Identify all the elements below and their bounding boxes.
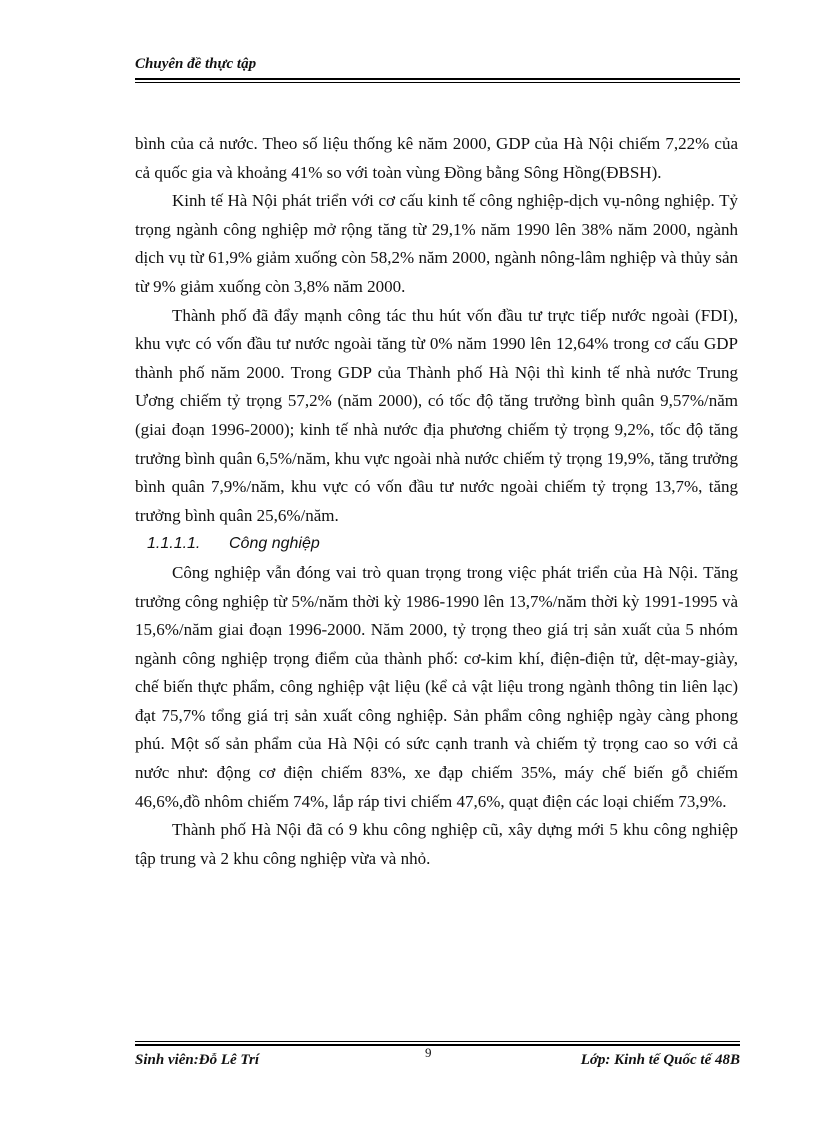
paragraph-5: Thành phố Hà Nội đã có 9 khu công nghiệp cũ, xây dựng mới 5 khu công nghiệp tập trung và 2 khu công nghiệp vừa và nhỏ. bbox=[135, 820, 738, 868]
header-title: Chuyên đề thực tập bbox=[135, 56, 257, 72]
footer-rule bbox=[135, 1044, 740, 1046]
header-rule-thin bbox=[135, 82, 740, 83]
paragraph-1: bình của cả nước. Theo số liệu thống kê năm 2000, GDP của Hà Nội chiếm 7,22% của cả quốc gia và khoảng 41% so với toàn vùng Đồng bằng Sông Hồng(ĐBSH). bbox=[135, 134, 738, 182]
footer-rule-thin bbox=[135, 1041, 740, 1042]
paragraph-4: Công nghiệp vẫn đóng vai trò quan trọng trong việc phát triển của Hà Nội. Tăng trưởng công nghiệp từ 5%/năm thời kỳ 1986-1990 lên 13,7%/năm thời kỳ 1991-1995 và 15,6%/năm giai đoạn 1996-2000. Năm 2000, tỷ trọng theo giá trị sản xuất của 5 nhóm ngành công nghiệp trọng điểm của thành phố: cơ-kim khí, điện-điện tử, dệt-may-giày, chế biến thực phẩm, công nghiệp vật liệu (kể cả vật liệu trong ngành thông tin liên lạc) đạt 75,7% tổng giá trị sản xuất công nghiệp. Sản phẩm công nghiệp ngày càng phong phú. Một số sản phẩm của Hà Nội có sức cạnh tranh và chiếm tỷ trọng cao so với cả nước như: động cơ điện chiếm 83%, xe đạp chiếm 35%, máy chế biến gỗ chiếm 46,6%,đồ nhôm chiếm 74%, lắp ráp tivi chiếm 47,6%, quạt điện các loại chiếm 73,9%. bbox=[135, 562, 738, 811]
footer-student: Sinh viên:Đỗ Lê Trí bbox=[135, 1052, 260, 1068]
paragraph-2: Kinh tế Hà Nội phát triển với cơ cấu kinh tế công nghiệp-dịch vụ-nông nghiệp. Tỷ trọng ngành công nghiệp mở rộng tăng từ 29,1% năm 1990 lên 38% năm 2000, ngành dịch vụ từ 61,9% giảm xuống còn 58,2% năm 2000, ngành nông-lâm nghiệp và thủy sản từ 9% giảm xuống còn 3,8% năm 2000. bbox=[135, 191, 738, 296]
footer-class: Lớp: Kinh tế Quốc tế 48B bbox=[580, 1052, 740, 1068]
body-text bbox=[135, 130, 738, 873]
header-rule bbox=[135, 78, 740, 80]
section-number: 1.1.1.1. bbox=[147, 535, 201, 553]
section-heading bbox=[135, 530, 738, 559]
page-number: 9 bbox=[425, 1045, 432, 1060]
section-title: Công nghiệp bbox=[229, 535, 320, 553]
paragraph-3: Thành phố đã đẩy mạnh công tác thu hút vốn đầu tư trực tiếp nước ngoài (FDI), khu vực có vốn đầu tư nước ngoài tăng từ 0% năm 1990 lên 12,64% trong cơ cấu GDP thành phố năm 2000. Trong GDP của Thành phố Hà Nội thì kinh tế nhà nước Trung Ương chiếm tỷ trọng 57,2% (năm 2000), có tốc độ tăng trưởng bình quân 9,57%/năm (giai đoạn 1996-2000); kinh tế nhà nước địa phương chiếm tỷ trọng 9,2%, tốc độ tăng trưởng bình quân 6,5%/năm, khu vực ngoài nhà nước chiếm tỷ trọng 19,9%, tăng trưởng bình quân 7,9%/năm, khu vực có vốn đầu tư nước ngoài chiếm tỷ trọng 13,7%, tăng trưởng bình quân 25,6%/năm. bbox=[135, 305, 738, 525]
